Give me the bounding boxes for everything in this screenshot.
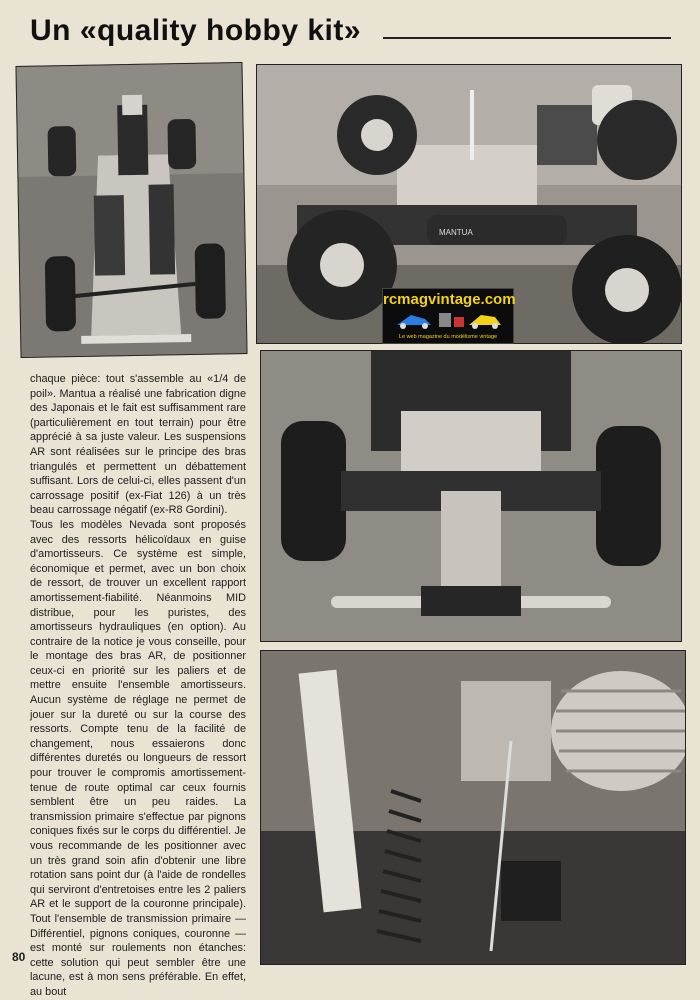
muffler-brand-label: MANTUA [439, 228, 473, 237]
article-paragraph: Tous les modèles Nevada sont proposés avec des ressorts hélicoïdaux en guise d'amortisseurs. Ce système est simple, économique et permet, avec un bon choix de ressort, de trouver un excellent rapport amortissement-fiabilité. Néanmoins MID distribue, pour les puristes, des amortisseurs hydrauliques (en option). Au contraire de la notice je vous conseille, pour le montage des bras AR, de positionner ceux-ci en priorité sur les paliers et de mettre ensuite l'ensemble amortisseurs. Aucun système de réglage ne permet de jouer sur la dureté ou sur la course des ressorts. Compte tenu de la facilité de changement, nous essaierons donc différentes duretés ou longueurs de ressort pour trouver le compromis amortissement-tenue de route optimal car ceux fournis semblent être un peu raides. La transmission primaire s'effectue par pignons coniques fixés sur le corps du différentiel. Je vous recommande de les positionner avec un très grand soin afin d'obtenir une libre rotation sans point dur (à l'aide de rondelles qui serviront d'entretoises entre les 2 paliers AR et le support de la couronne principale). Tout l'ensemble de transmission primaire — Différentiel, pignons coniques, couronne — est monté sur roulements non étanches: cette solution qui peut sembler être une lacune, est à mon sens préférable. En effet, au bout [30, 518, 246, 998]
title-rule [383, 37, 671, 39]
article-paragraph: chaque pièce: tout s'assemble au «1/4 de poil». Mantua a réalisé une fabrication digne des Japonais et le fait est suffisamment rare (particulièrement en tout terrain) pour être apprécié à sa juste valeur. Les suspensions AR sont réalisées sur le principe des bras triangulés et permettent un débattement suffisant. Lors de celui-ci, elles passent d'un carrossage positif (ex-Fiat 126) à un très beau carrossage négatif (ex-R8 Gordini). [30, 373, 246, 517]
page-title: Un «quality hobby kit» [30, 14, 362, 47]
page-number: 80 [12, 950, 26, 964]
watermark-car-icon [391, 309, 505, 329]
watermark-tagline: Le web magazine du modélisme vintage [398, 334, 498, 340]
rcmagvintage-watermark [382, 288, 514, 344]
watermark-name: rcmagvintage.com [383, 291, 516, 308]
photo-rear-suspension [260, 350, 682, 642]
photo-chassis-overview [15, 62, 247, 358]
photo-engine-closeup [260, 650, 686, 965]
article-body [30, 372, 246, 1000]
